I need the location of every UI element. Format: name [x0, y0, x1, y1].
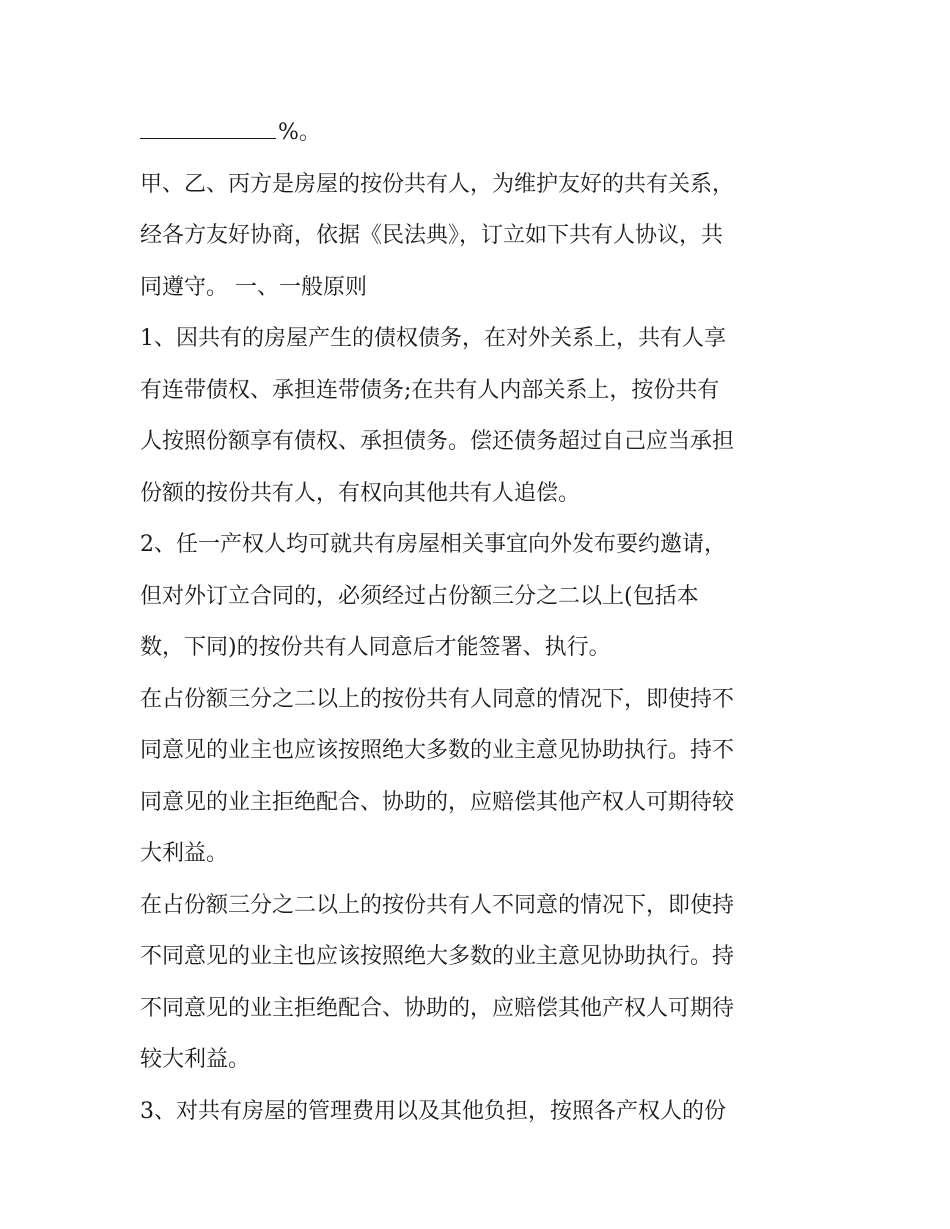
text-line-8: 2、任一产权人均可就共有房屋相关事宜向外发布要约邀请， [140, 532, 726, 557]
text-line-3: 同遵守。 一、一般原则 [140, 274, 367, 300]
text-line-9: 但对外订立合同的，必须经过占份额三分之二以上(包括本 [140, 583, 699, 609]
text-line-14: 大利益。 [140, 841, 229, 866]
document-body [140, 107, 820, 1137]
text-line-7: 份额的按份共有人，有权向其他共有人追偿。 [140, 480, 581, 506]
percent-suffix: %。 [278, 120, 321, 145]
text-line-15: 在占份额三分之二以上的按份共有人不同意的情况下，即使持 [140, 892, 735, 918]
text-line-16: 不同意见的业主也应该按照绝大多数的业主意见协助执行。持 [140, 944, 735, 969]
text-line-1: 甲、乙、丙方是房屋的按份共有人，为维护友好的共有关系， [140, 171, 735, 197]
text-line-12: 同意见的业主也应该按照绝大多数的业主意见协助执行。持不 [140, 738, 735, 763]
text-line-2: 经各方友好协商，依据《民法典》，订立如下共有人协议，共 [140, 223, 724, 248]
percent-line [140, 107, 820, 159]
text-line-11: 在占份额三分之二以上的按份共有人同意的情况下，即使持不 [140, 686, 735, 712]
text-line-17: 不同意见的业主拒绝配合、协助的，应赔偿其他产权人可期待 [140, 995, 735, 1021]
text-line-4: 1、因共有的房屋产生的债权债务，在对外关系上，共有人享 [140, 326, 726, 351]
text-line-10: 数，下同)的按份共有人同意后才能签署、执行。 [140, 635, 611, 660]
text-line-5: 有连带债权、承担连带债务;在共有人内部关系上，按份共有 [140, 377, 720, 403]
text-line-6: 人按照份额享有债权、承担债务。偿还债务超过自己应当承担 [140, 429, 735, 454]
text-line-18: 较大利益。 [140, 1047, 251, 1072]
blank-underline [140, 108, 276, 139]
text-line-13: 同意见的业主拒绝配合、协助的，应赔偿其他产权人可期待较 [140, 789, 735, 815]
text-line-19: 3、对共有房屋的管理费用以及其他负担，按照各产权人的份 [140, 1098, 726, 1124]
